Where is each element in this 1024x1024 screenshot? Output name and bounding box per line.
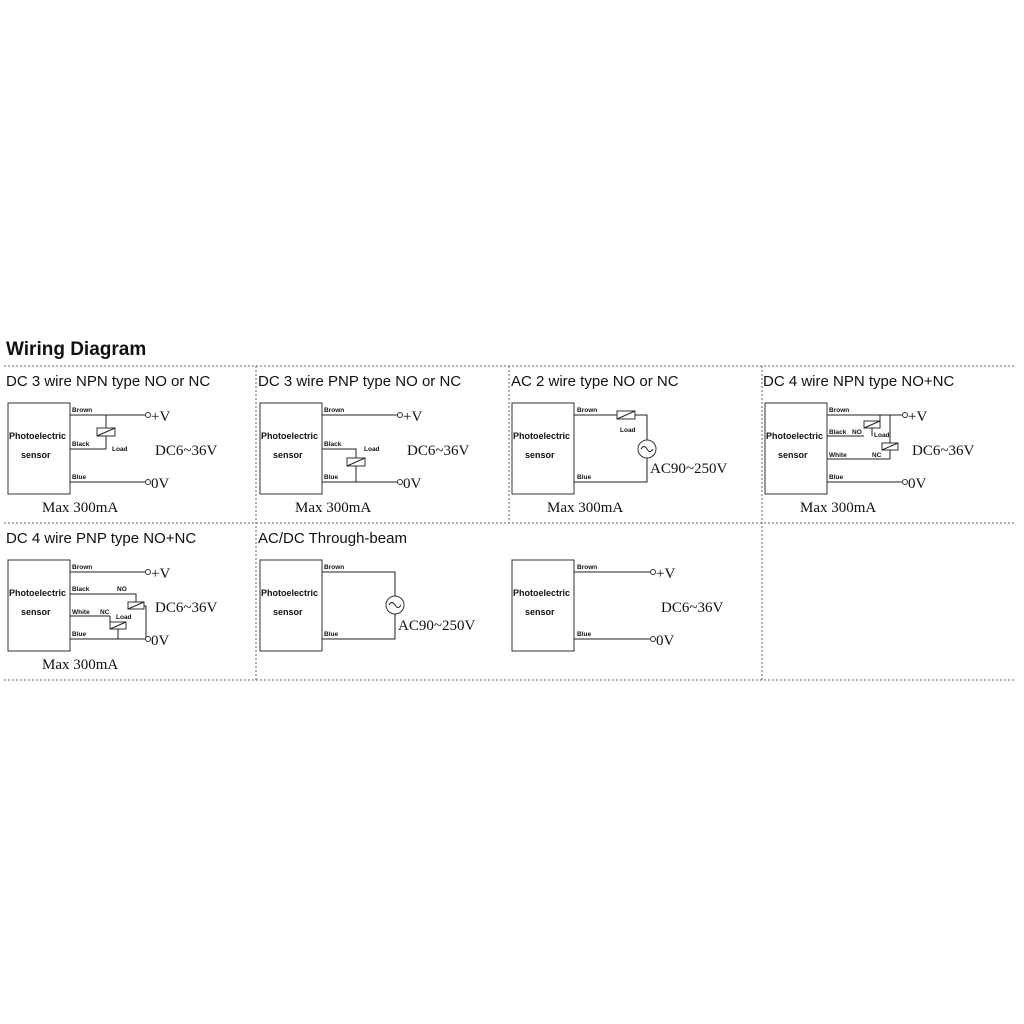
through-beam-ac-sensor <box>260 560 475 651</box>
panel-dc3-npn <box>6 373 217 516</box>
wire-label-black: Black <box>72 441 90 448</box>
terminal-zero <box>651 637 656 642</box>
plus-v-label: +V <box>151 566 171 582</box>
wire-label-brown: Brown <box>829 407 850 414</box>
terminal-plus <box>903 413 908 418</box>
zero-v-label: 0V <box>151 476 170 492</box>
voltage-label: DC6~36V <box>407 443 470 459</box>
wire-label-black: Black <box>324 441 342 448</box>
wire-label-blue: Blue <box>829 474 844 481</box>
panel-title: DC 4 wire PNP type NO+NC <box>6 530 197 547</box>
terminal-plus <box>146 570 151 575</box>
sensor-box <box>512 560 574 651</box>
max-current-label: Max 300mA <box>42 657 119 673</box>
sensor-label-line2: sensor <box>273 450 303 460</box>
max-current-label: Max 300mA <box>295 500 372 516</box>
panel-dc4-npn <box>763 373 974 516</box>
panel-dc4-pnp <box>6 530 217 673</box>
panel-title: AC/DC Through-beam <box>258 530 407 547</box>
wire-black <box>70 594 136 602</box>
zero-v-label: 0V <box>403 476 422 492</box>
sensor-label-line2: sensor <box>778 450 808 460</box>
sensor-label-line1: Photoelectric <box>9 431 67 441</box>
sensor-label-line1: Photoelectric <box>513 431 571 441</box>
voltage-label: DC6~36V <box>155 443 218 459</box>
terminal-zero <box>146 637 151 642</box>
nc-label: NC <box>100 609 110 616</box>
terminal-zero <box>146 480 151 485</box>
wire-label-white: White <box>829 452 847 459</box>
wire-label-brown: Brown <box>577 564 598 571</box>
page-title: Wiring Diagram <box>6 339 147 360</box>
sensor-label-line2: sensor <box>21 450 51 460</box>
max-current-label: Max 300mA <box>42 500 119 516</box>
load-label: Load <box>620 427 636 434</box>
panel-dc3-pnp <box>258 373 469 516</box>
zero-v-label: 0V <box>151 633 170 649</box>
wire-no-down <box>144 606 146 639</box>
terminal-zero <box>903 480 908 485</box>
terminal-zero <box>398 480 403 485</box>
plus-v-label: +V <box>656 566 676 582</box>
wire-label-brown: Brown <box>72 564 93 571</box>
panel-through-beam <box>258 530 723 651</box>
panel-title: DC 3 wire PNP type NO or NC <box>258 373 462 390</box>
zero-v-label: 0V <box>656 633 675 649</box>
wire-label-blue: Blue <box>72 474 87 481</box>
wire-label-blue: Blue <box>577 474 592 481</box>
voltage-label: DC6~36V <box>912 443 975 459</box>
max-current-label: Max 300mA <box>800 500 877 516</box>
sensor-box <box>260 403 322 494</box>
wire-label-black: Black <box>72 586 90 593</box>
sensor-label-line1: Photoelectric <box>9 588 67 598</box>
terminal-plus <box>398 413 403 418</box>
sensor-box <box>512 403 574 494</box>
wire-label-black: Black <box>829 429 847 436</box>
sensor-label-line1: Photoelectric <box>261 431 319 441</box>
sensor-box <box>8 560 70 651</box>
voltage-label: DC6~36V <box>155 600 218 616</box>
plus-v-label: +V <box>908 409 928 425</box>
no-label: NO <box>117 586 127 593</box>
load-label: Load <box>112 446 128 453</box>
plus-v-label: +V <box>151 409 171 425</box>
sensor-box <box>765 403 827 494</box>
load-label: Load <box>364 446 380 453</box>
panel-title: DC 3 wire NPN type NO or NC <box>6 373 211 390</box>
nc-label: NC <box>872 452 882 459</box>
terminal-plus <box>651 570 656 575</box>
wire-black <box>322 449 356 458</box>
panel-title: DC 4 wire NPN type NO+NC <box>763 373 955 390</box>
sensor-label-line2: sensor <box>273 607 303 617</box>
voltage-label: AC90~250V <box>650 461 728 477</box>
wire-label-blue: Blue <box>324 631 339 638</box>
wire-label-blue: Blue <box>72 631 87 638</box>
wire-label-brown: Brown <box>72 407 93 414</box>
load-label: Load <box>874 432 890 439</box>
sensor-label-line1: Photoelectric <box>766 431 824 441</box>
sensor-label-line1: Photoelectric <box>513 588 571 598</box>
sensor-box <box>260 560 322 651</box>
no-label: NO <box>852 429 862 436</box>
panel-ac2 <box>511 373 727 516</box>
sensor-box <box>8 403 70 494</box>
terminal-plus <box>146 413 151 418</box>
voltage-label: AC90~250V <box>398 618 476 634</box>
sensor-label-line1: Photoelectric <box>261 588 319 598</box>
wire-label-blue: Blue <box>577 631 592 638</box>
panel-title: AC 2 wire type NO or NC <box>511 373 679 390</box>
voltage-label: DC6~36V <box>661 600 724 616</box>
wire-label-brown: Brown <box>324 407 345 414</box>
wire-label-brown: Brown <box>324 564 345 571</box>
plus-v-label: +V <box>403 409 423 425</box>
load-label: Load <box>116 614 132 621</box>
through-beam-dc-sensor <box>512 560 723 651</box>
zero-v-label: 0V <box>908 476 927 492</box>
sensor-label-line2: sensor <box>525 450 555 460</box>
sensor-label-line2: sensor <box>525 607 555 617</box>
wire-nc-link <box>882 450 890 459</box>
sensor-label-line2: sensor <box>21 607 51 617</box>
wire-brown-right <box>635 415 647 440</box>
wire-label-blue: Blue <box>324 474 339 481</box>
wire-label-white: White <box>72 609 90 616</box>
max-current-label: Max 300mA <box>547 500 624 516</box>
wire-label-brown: Brown <box>577 407 598 414</box>
wire-brown <box>322 572 395 596</box>
